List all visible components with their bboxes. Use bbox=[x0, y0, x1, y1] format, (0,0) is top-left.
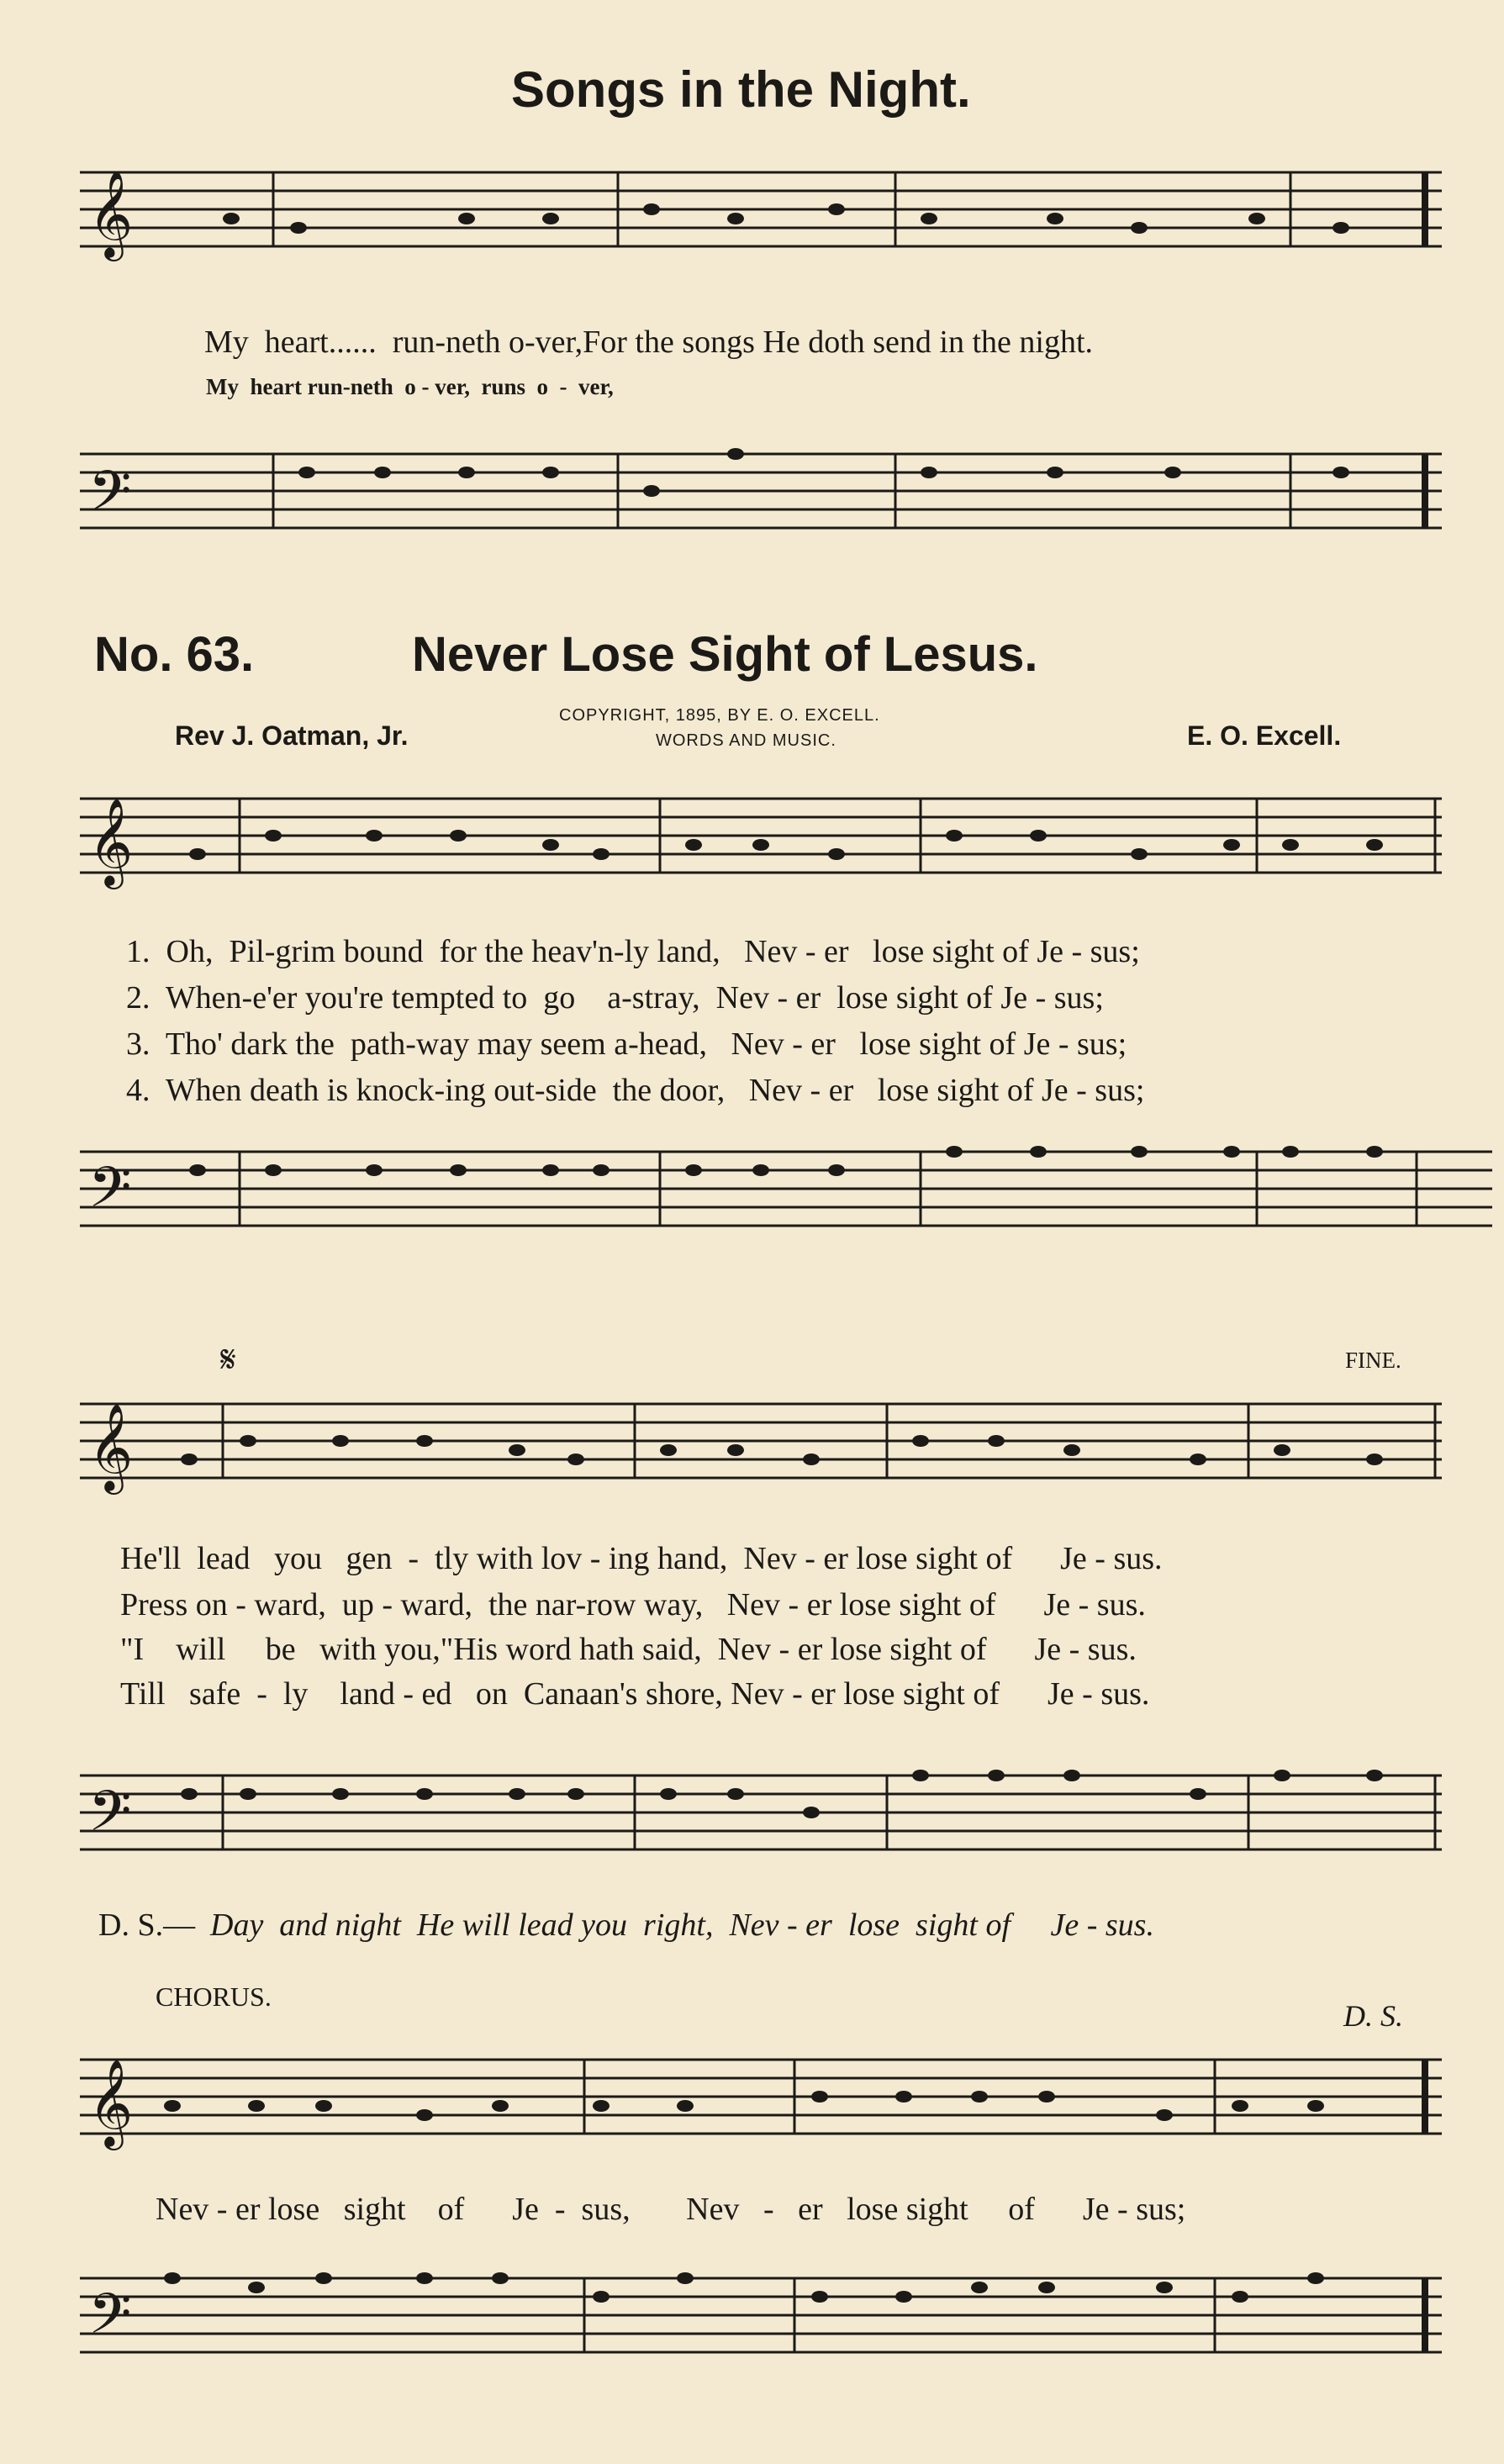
system2-bass-staff bbox=[80, 1732, 1442, 1875]
verse-line-1: 1. Oh, Pil-grim bound for the heav'n-ly land, Nev - er lose sight of Je - sus; bbox=[126, 934, 1140, 969]
svg-text:𝄞: 𝄞 bbox=[88, 1406, 134, 1490]
ds-prefix: D. S.— bbox=[98, 1907, 196, 1943]
ds-lyric-line: Day and night He will lead you right, Nev - er lose sight of Je - sus. bbox=[210, 1907, 1154, 1943]
verse-line-4: 4. When death is knock-ing out-side the door, Nev - er lose sight of Je - sus; bbox=[126, 1073, 1145, 1108]
prev-song-lyric-small: My heart run-neth o - ver, runs o - ver, bbox=[206, 374, 614, 399]
words-music-label: WORDS AND MUSIC. bbox=[656, 731, 836, 750]
prev-song-lyric: My heart...... run-neth o-ver,For the songs He doth send in the night. bbox=[204, 324, 1094, 360]
refrain-line-2: Press on - ward, up - ward, the nar-row way, Nev - er lose sight of Je - sus. bbox=[120, 1587, 1146, 1622]
svg-text:𝄞: 𝄞 bbox=[88, 2062, 134, 2145]
refrain-line-4: Till safe - ly land - ed on Canaan's shore, Nev - er lose sight of Je - sus. bbox=[120, 1676, 1150, 1712]
system1-treble-staff bbox=[80, 773, 1442, 925]
ds-mark: D. S. bbox=[1343, 1999, 1403, 2033]
prev-song-bass-staff bbox=[80, 420, 1442, 555]
composer: E. O. Excell. bbox=[1187, 720, 1342, 751]
system2-treble-staff bbox=[80, 1379, 1442, 1522]
refrain-line-1: He'll lead you gen - tly with lov - ing hand, Nev - er lose sight of Je - sus. bbox=[120, 1541, 1163, 1576]
chorus-label: CHORUS. bbox=[156, 1981, 272, 2012]
svg-text:𝄞: 𝄞 bbox=[88, 801, 134, 884]
song-title: Never Lose Sight of Lesus. bbox=[412, 627, 1038, 682]
chorus-treble-staff bbox=[80, 2034, 1442, 2177]
bass-clef-icon: 𝄢 bbox=[88, 462, 132, 536]
prev-song-title: Songs in the Night. bbox=[511, 61, 971, 118]
treble-clef-icon: 𝄞 bbox=[88, 173, 134, 256]
fine-mark: FINE. bbox=[1345, 1348, 1401, 1373]
verse-line-2: 2. When-e'er you're tempted to go a-stray, Nev - er lose sight of Je - sus; bbox=[126, 980, 1104, 1016]
chorus-bass-staff bbox=[80, 2253, 1442, 2396]
refrain-line-3: "I will be with you,"His word hath said, Nev - er lose sight of Je - sus. bbox=[120, 1632, 1137, 1667]
system1-bass-staff bbox=[80, 1126, 1492, 1269]
song-number: No. 63. bbox=[94, 627, 255, 682]
verse-line-3: 3. Tho' dark the path-way may seem a-head, Nev - er lose sight of Je - sus; bbox=[126, 1026, 1127, 1062]
chorus-lyric: Nev - er lose sight of Je - sus, Nev - er lose sight of Je - sus; bbox=[156, 2192, 1186, 2227]
segno-mark: 𝄋 bbox=[220, 1339, 236, 1380]
copyright-notice: COPYRIGHT, 1895, BY E. O. EXCELL. bbox=[559, 706, 880, 725]
svg-text:𝄢: 𝄢 bbox=[88, 2285, 132, 2359]
author: Rev J. Oatman, Jr. bbox=[175, 720, 409, 751]
svg-text:𝄢: 𝄢 bbox=[88, 1158, 132, 1232]
prev-song-treble-staff bbox=[80, 156, 1442, 290]
svg-text:𝄢: 𝄢 bbox=[88, 1782, 132, 1856]
